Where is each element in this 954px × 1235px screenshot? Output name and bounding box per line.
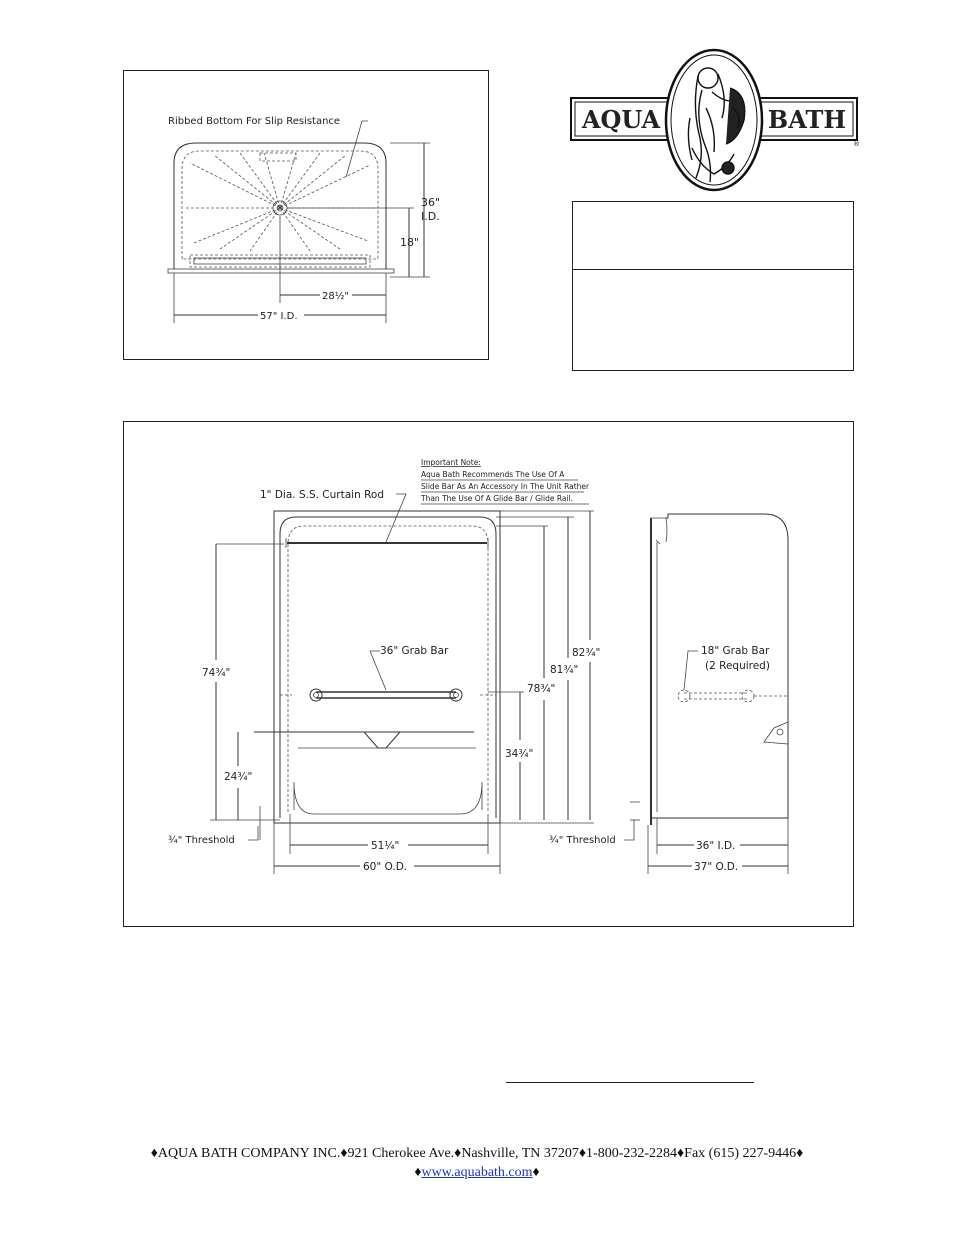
logo-left-word: AQUA — [581, 105, 661, 134]
note-line-2: Slide Bar As An Accessory In The Unit Rather — [421, 482, 590, 491]
side-dim-37-od-label: 37" O.D. — [694, 861, 739, 873]
elevation-panel — [123, 421, 854, 927]
callout-ribbed-label: Ribbed Bottom For Slip Resistance — [168, 116, 341, 127]
grab-bar-18-sub-label: (2 Required) — [705, 660, 770, 672]
logo-right-word: BATH — [767, 105, 847, 134]
dim-36-id-sub: I.D. — [421, 210, 440, 223]
note-title: Important Note: — [421, 458, 481, 467]
footer-diamond-left: ♦ — [414, 1165, 422, 1180]
front-outer-frame — [274, 511, 500, 823]
dim-57-id-label: 57" I.D. — [260, 311, 298, 322]
dim-24-label: 24¾" — [224, 771, 253, 783]
note-line-1: Aqua Bath Recommends The Use Of A — [421, 470, 565, 479]
seat-support — [364, 732, 400, 748]
grab-bar-36-label: 36" Grab Bar — [380, 645, 449, 657]
plan-flange — [168, 269, 394, 273]
dim-78-label: 78¾" — [527, 683, 556, 695]
dim-81-label: 81¾" — [550, 664, 579, 676]
dim-34-label: 34¾" — [505, 748, 534, 760]
threshold-left-label: ¾" Threshold — [168, 835, 235, 846]
front-inner-dashed — [288, 526, 488, 812]
elevation-drawing — [124, 422, 855, 928]
info-box — [572, 201, 854, 371]
logo-registered-mark: ® — [853, 140, 860, 148]
dim-51-label: 51¼" — [371, 840, 400, 852]
note-line-3: Than The Use Of A Glide Bar / Glide Rail. — [421, 494, 574, 503]
callout-leader — [346, 121, 368, 177]
curtain-rod-label: 1" Dia. S.S. Curtain Rod — [260, 489, 384, 501]
threshold-right-label: ¾" Threshold — [549, 835, 616, 846]
dim-74-label: 74¾" — [202, 667, 231, 679]
front-shell — [280, 517, 496, 818]
dim-60-od-label: 60" O.D. — [363, 861, 408, 873]
footer-address: ♦AQUA BATH COMPANY INC.♦921 Cherokee Ave.♦Nashville, TN 37207♦1-800-232-2284♦Fax (615) 227-9446♦ — [150, 1146, 804, 1161]
dim-36-id-label: 36" — [421, 196, 441, 209]
footer-diamond-right: ♦ — [532, 1165, 540, 1180]
signature-line — [506, 1082, 754, 1083]
side-dim-36-id-label: 36" I.D. — [696, 840, 736, 852]
grab-bar-18-label: 18" Grab Bar — [701, 645, 770, 657]
dim-82-label: 82¾" — [572, 647, 601, 659]
plan-view-drawing — [124, 71, 490, 361]
footer-web-line — [0, 1163, 954, 1182]
footer — [0, 1144, 954, 1182]
top-plan-panel — [123, 70, 489, 360]
plan-top-ledge — [260, 153, 296, 161]
dim-18-label: 18" — [400, 236, 420, 249]
website-link[interactable]: www.aquabath.com — [421, 1165, 533, 1180]
aqua-bath-logo — [566, 48, 862, 196]
info-box-divider — [573, 269, 853, 270]
dim-28-half-label: 28½" — [322, 291, 350, 302]
